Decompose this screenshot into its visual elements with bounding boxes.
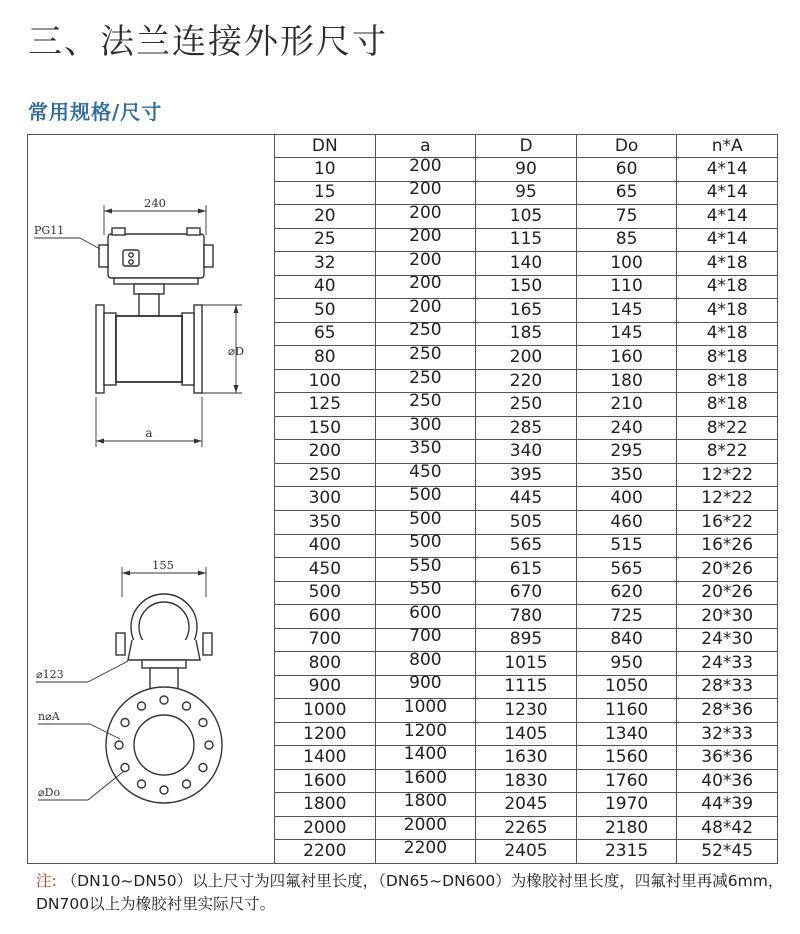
table-cell: 1600 [275,769,376,793]
dim-a-label: a [145,426,153,440]
table-cell: 200 [375,202,476,226]
table-row [275,628,778,652]
table-cell: 4*14 [677,205,778,229]
table-cell: 600 [275,605,376,629]
table-cell: 840 [576,628,677,652]
table-row [275,652,778,676]
table-cell: 20*26 [677,581,778,605]
table-cell: 145 [576,322,677,346]
table-cell: 400 [576,487,677,511]
table-cell: 565 [476,534,577,558]
header-d: D [476,135,577,158]
table-cell: 2045 [476,793,577,817]
table-cell: 240 [576,416,677,440]
table-cell: 600 [375,602,476,626]
table-cell: 2000 [375,813,476,837]
table-cell: 950 [576,652,677,676]
table-cell: 350 [576,463,677,487]
table-cell: 16*26 [677,534,778,558]
table-cell: 2200 [275,840,376,864]
table-cell: 445 [476,487,577,511]
table-cell: 12*22 [677,463,778,487]
table-cell: 36*36 [677,746,778,770]
table-cell: 1800 [275,793,376,817]
table-row [275,816,778,840]
table-cell: 1560 [576,746,677,770]
table-row [275,534,778,558]
table-cell: 85 [576,228,677,252]
table-cell: 500 [375,484,476,508]
table-cell: 15 [275,181,376,205]
table-cell: 125 [275,393,376,417]
table-cell: 2000 [275,816,376,840]
table-cell: 300 [275,487,376,511]
table-header-row [275,135,778,158]
table-cell: 200 [375,225,476,249]
table-cell: 1600 [375,766,476,790]
table-cell: 620 [576,581,677,605]
table-cell: 115 [476,228,577,252]
table-cell: 800 [275,652,376,676]
table-row [275,746,778,770]
table-cell: 1115 [476,675,577,699]
table-cell: 500 [275,581,376,605]
table-row [275,605,778,629]
table-cell: 105 [476,205,577,229]
table-cell: 400 [275,534,376,558]
table-row [275,840,778,864]
table-cell: 150 [275,416,376,440]
table-cell: 4*14 [677,158,778,182]
table-cell: 4*18 [677,275,778,299]
table-row [275,769,778,793]
table-row [275,346,778,370]
table-row [275,205,778,229]
table-cell: 8*22 [677,440,778,464]
table-cell: 1970 [576,793,677,817]
table-cell: 250 [375,366,476,390]
table-cell: 44*39 [677,793,778,817]
table-cell: 780 [476,605,577,629]
note-prefix: 注: [36,872,57,890]
table-cell: 500 [375,507,476,531]
table-cell: 65 [275,322,376,346]
table-cell: 2200 [375,837,476,861]
table-cell: 550 [375,578,476,602]
note-text: （DN10~DN50）以上尺寸为四氟衬里长度，（DN65~DN600）为橡胶衬里长度，四氟衬里再减6mm，DN700以上为橡胶衬里实际尺寸。 [36,872,784,913]
footnote [36,870,786,916]
table-cell: 90 [476,158,577,182]
header-na: n*A [677,135,778,158]
table-cell: 16*22 [677,510,778,534]
table-cell: 250 [375,390,476,414]
header-dn: DN [275,135,376,158]
table-cell: 615 [476,558,577,582]
table-cell: 1405 [476,722,577,746]
table-cell: 60 [576,158,677,182]
dia-Do-label: ⌀Do [38,786,61,799]
table-cell: 24*33 [677,652,778,676]
table-cell: 515 [576,534,677,558]
table-cell: 200 [375,272,476,296]
table-cell: 32 [275,252,376,276]
table-cell: 2405 [476,840,577,864]
table-row [275,393,778,417]
table-cell: 160 [576,346,677,370]
table-cell: 895 [476,628,577,652]
table-cell: 48*42 [677,816,778,840]
table-cell: 100 [275,369,376,393]
section-subtitle: 常用规格/尺寸 [28,100,163,124]
table-cell: 450 [275,558,376,582]
table-cell: 28*33 [677,675,778,699]
dim-240-label: 240 [144,196,166,210]
table-cell: 145 [576,299,677,323]
front-view [36,558,222,803]
table-row [275,416,778,440]
table-cell: 1800 [375,790,476,814]
table-cell: 4*18 [677,322,778,346]
table-cell: 200 [275,440,376,464]
table-cell: 340 [476,440,577,464]
pg11-label: PG11 [34,224,65,237]
table-cell: 285 [476,416,577,440]
table-cell: 40 [275,275,376,299]
table-row [275,181,778,205]
dim-155-label: 155 [152,558,174,572]
table-row [275,558,778,582]
table-cell: 200 [375,155,476,179]
table-cell: 80 [275,346,376,370]
table-cell: 460 [576,510,677,534]
table-cell: 20*30 [677,605,778,629]
table-row [275,722,778,746]
table-row [275,322,778,346]
table-cell: 250 [375,343,476,367]
table-cell: 210 [576,393,677,417]
table-cell: 900 [375,672,476,696]
table-cell: 670 [476,581,577,605]
table-cell: 140 [476,252,577,276]
table-cell: 1200 [375,719,476,743]
table-cell: 200 [375,296,476,320]
table-row [275,228,778,252]
table-cell: 1400 [275,746,376,770]
dimension-table [274,134,778,864]
table-cell: 800 [375,649,476,673]
table-cell: 4*18 [677,299,778,323]
table-cell: 1200 [275,722,376,746]
table-cell: 50 [275,299,376,323]
table-cell: 8*22 [677,416,778,440]
table-cell: 2315 [576,840,677,864]
table-cell: 8*18 [677,346,778,370]
table-cell: 295 [576,440,677,464]
table-row [275,299,778,323]
table-cell: 150 [476,275,577,299]
table-cell: 500 [375,531,476,555]
table-cell: 200 [375,178,476,202]
table-cell: 200 [476,346,577,370]
table-cell: 110 [576,275,677,299]
table-cell: 250 [375,319,476,343]
table-row [275,510,778,534]
table-cell: 505 [476,510,577,534]
table-row [275,463,778,487]
table-row [275,440,778,464]
table-cell: 24*30 [677,628,778,652]
table-cell: 1160 [576,699,677,723]
table-cell: 1340 [576,722,677,746]
bolt-spec-label: n⌀A [38,710,60,723]
dim-D-label: ⌀D [228,344,245,358]
table-cell: 725 [576,605,677,629]
table-cell: 100 [576,252,677,276]
table-cell: 12*22 [677,487,778,511]
table-cell: 350 [275,510,376,534]
table-cell: 2180 [576,816,677,840]
page-title: 三、法兰连接外形尺寸 [28,22,388,62]
table-cell: 250 [476,393,577,417]
table-cell: 2265 [476,816,577,840]
table-cell: 1630 [476,746,577,770]
table-cell: 1015 [476,652,577,676]
table-cell: 700 [275,628,376,652]
table-cell: 20 [275,205,376,229]
table-cell: 32*33 [677,722,778,746]
table-cell: 8*18 [677,393,778,417]
table-cell: 1400 [375,743,476,767]
table-row [275,699,778,723]
table-cell: 95 [476,181,577,205]
table-cell: 1830 [476,769,577,793]
table-row [275,252,778,276]
table-cell: 40*36 [677,769,778,793]
table-cell: 350 [375,437,476,461]
table-cell: 180 [576,369,677,393]
table-cell: 75 [576,205,677,229]
table-cell: 52*45 [677,840,778,864]
table-cell: 1050 [576,675,677,699]
table-cell: 900 [275,675,376,699]
table-cell: 250 [275,463,376,487]
header-a: a [375,135,476,158]
table-cell: 4*14 [677,228,778,252]
table-cell: 65 [576,181,677,205]
table-row [275,275,778,299]
table-row [275,793,778,817]
table-cell: 700 [375,625,476,649]
dia-123-label: ⌀123 [36,668,64,681]
table-cell: 4*14 [677,181,778,205]
table-cell: 10 [275,158,376,182]
table-cell: 395 [476,463,577,487]
table-row [275,581,778,605]
side-view [34,196,244,447]
table-row [275,675,778,699]
table-cell: 1000 [275,699,376,723]
table-cell: 1230 [476,699,577,723]
table-cell: 450 [375,460,476,484]
table-cell: 550 [375,555,476,579]
table-row [275,369,778,393]
table-row [275,158,778,182]
table-cell: 300 [375,413,476,437]
table-cell: 200 [375,249,476,273]
table-cell: 20*26 [677,558,778,582]
table-cell: 565 [576,558,677,582]
header-do: Do [576,135,677,158]
table-cell: 8*18 [677,369,778,393]
table-cell: 220 [476,369,577,393]
table-cell: 4*18 [677,252,778,276]
table-cell: 25 [275,228,376,252]
table-row [275,487,778,511]
flowmeter-dimension-drawing [28,135,274,863]
table-cell: 1000 [375,696,476,720]
table-cell: 28*36 [677,699,778,723]
table-cell: 185 [476,322,577,346]
table-cell: 1760 [576,769,677,793]
table-cell: 165 [476,299,577,323]
